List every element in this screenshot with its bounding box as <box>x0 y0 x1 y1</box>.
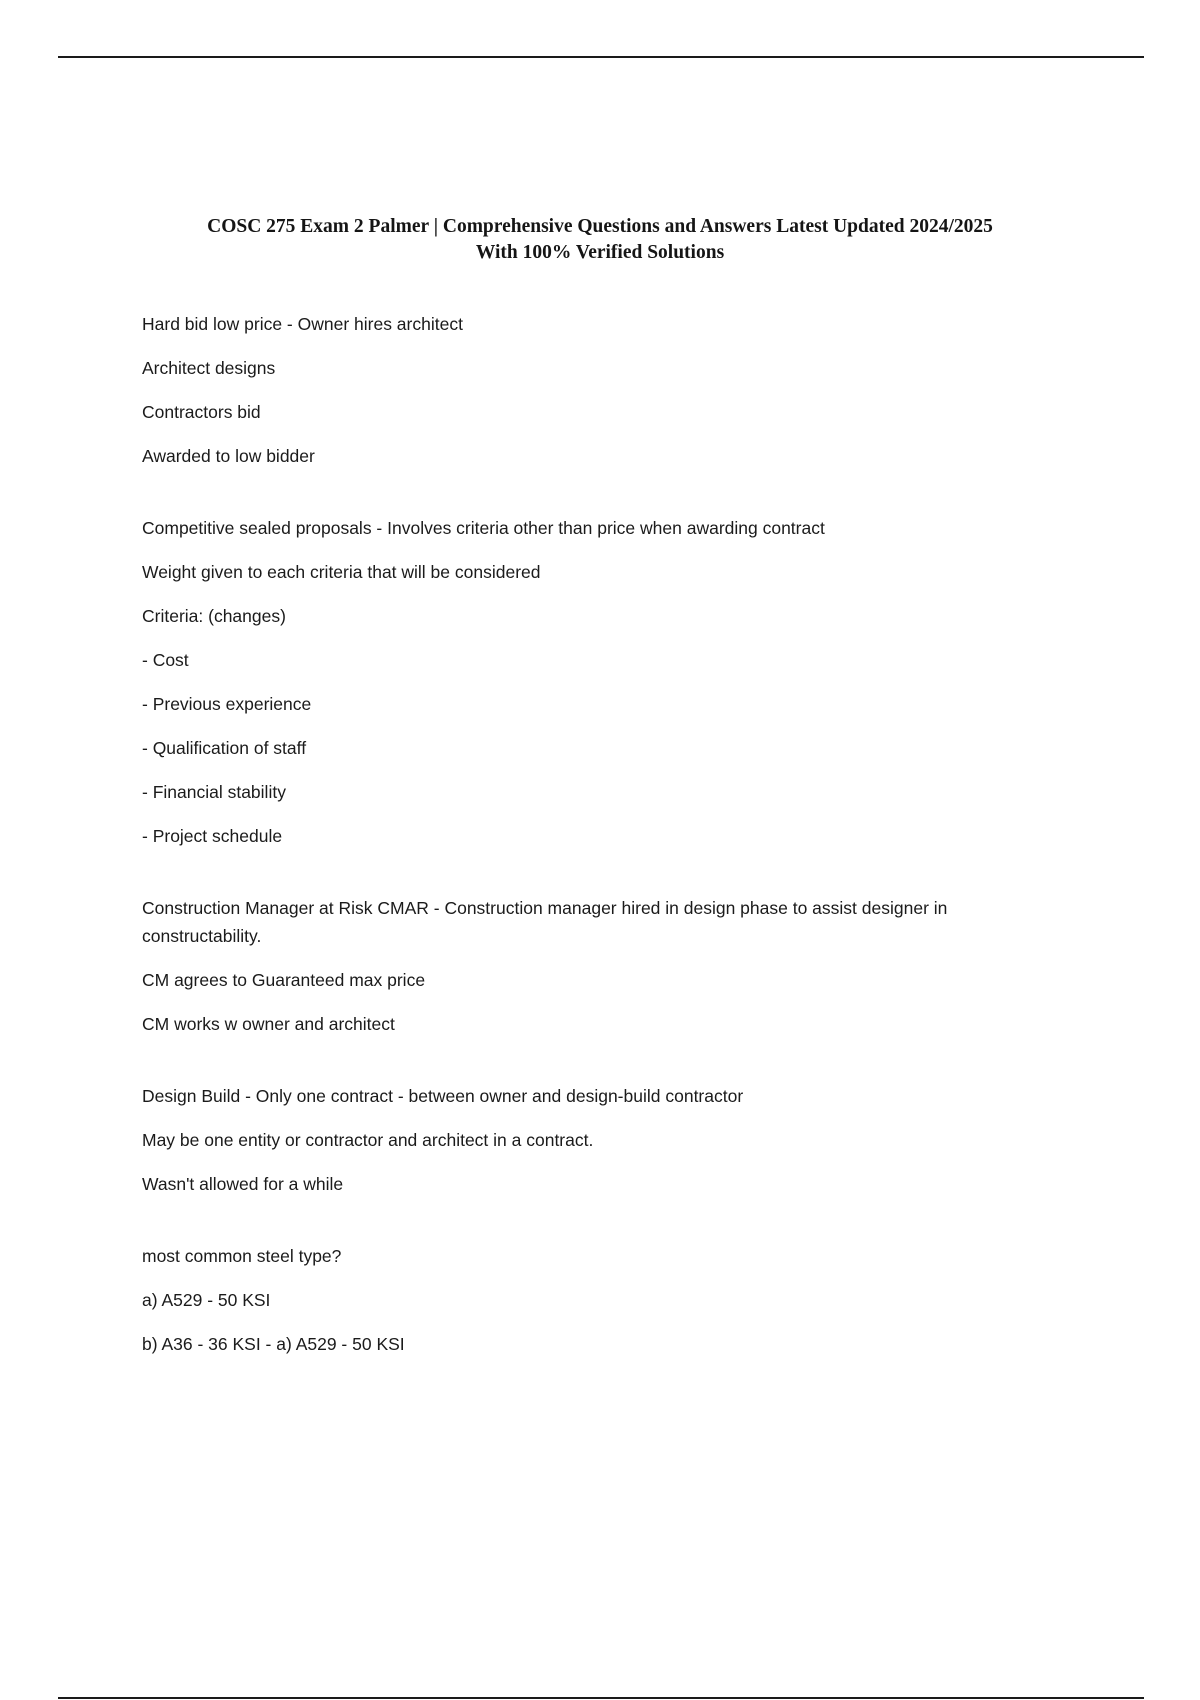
text-line: a) A529 - 50 KSI <box>142 1290 271 1310</box>
text-line: May be one entity or contractor and architect in a contract. <box>142 1130 594 1150</box>
text-line: - Cost <box>142 650 189 670</box>
qa-block-design-build <box>142 1082 1062 1198</box>
qa-block-competitive-sealed-proposals <box>142 514 1062 850</box>
text-line: Awarded to low bidder <box>142 446 315 466</box>
text-line: most common steel type? <box>142 1246 342 1266</box>
text-line: - Financial stability <box>142 782 286 802</box>
text-line: b) A36 - 36 KSI - a) A529 - 50 KSI <box>142 1334 405 1354</box>
text-line: CM works w owner and architect <box>142 1014 395 1034</box>
text-line: Hard bid low price - Owner hires architect <box>142 314 463 334</box>
text-line: Contractors bid <box>142 402 261 422</box>
text-line: - Previous experience <box>142 694 312 714</box>
title-line-1: COSC 275 Exam 2 Palmer | Comprehensive Questions and Answers Latest Updated 2024/2025 <box>207 216 993 237</box>
text-line: Weight given to each criteria that will be considered <box>142 562 541 582</box>
text-line: Design Build - Only one contract - between owner and design-build contractor <box>142 1086 744 1106</box>
text-line: Criteria: (changes) <box>142 606 286 626</box>
text-line: Wasn't allowed for a while <box>142 1174 344 1194</box>
text-line: Architect designs <box>142 358 276 378</box>
text-line: - Project schedule <box>142 826 283 846</box>
document-body <box>142 310 1062 1402</box>
footer-rule <box>58 1697 1144 1699</box>
qa-block-steel-type <box>142 1242 1062 1358</box>
title-line-2: With 100% Verified Solutions <box>475 242 725 263</box>
qa-block-hard-bid <box>142 310 1062 470</box>
text-line: - Qualification of staff <box>142 738 307 758</box>
header-rule <box>58 56 1144 58</box>
text-line: CM agrees to Guaranteed max price <box>142 970 426 990</box>
document-title <box>100 214 1100 266</box>
qa-block-cmar <box>142 894 1062 1038</box>
text-line: Competitive sealed proposals - Involves criteria other than price when awarding contract <box>142 518 825 538</box>
text-line: Construction Manager at Risk CMAR - Construction manager hired in design phase to assist designer in constructability. <box>142 898 948 946</box>
